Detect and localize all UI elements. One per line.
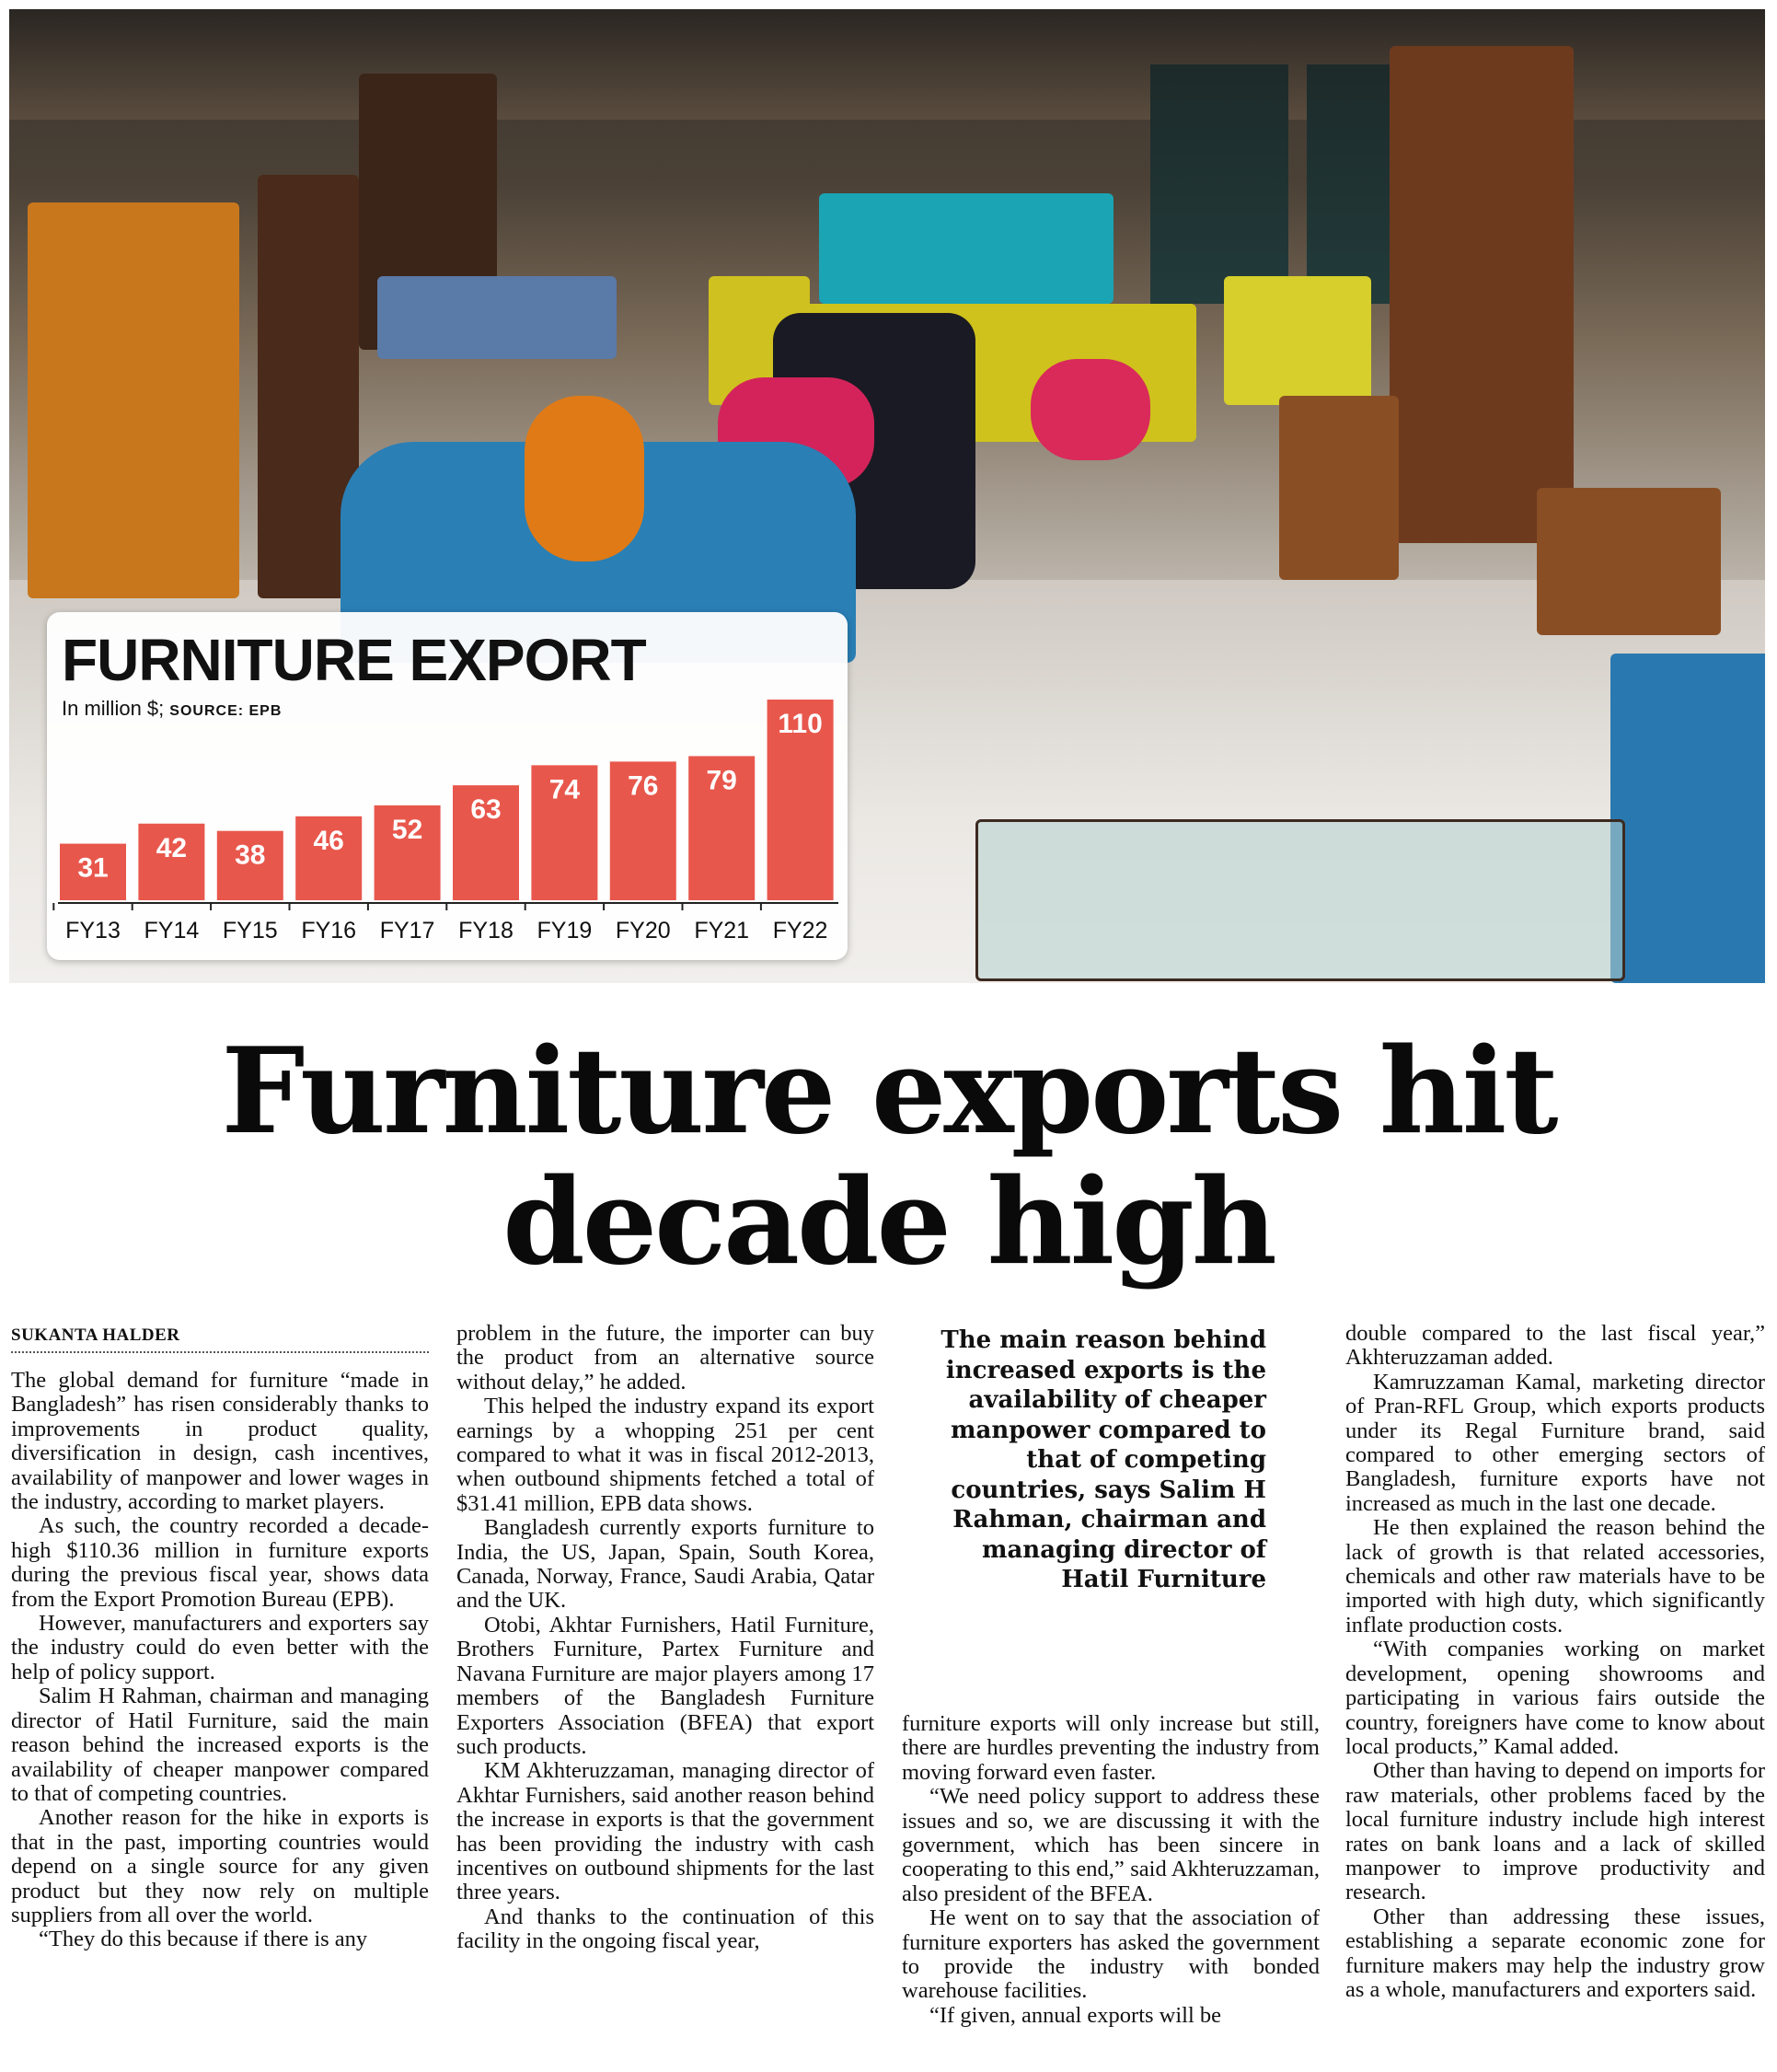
- paragraph: He then explained the reason behind the lack of growth is that related accessories, chemicals and other raw materials have to be imported with high duty, which significantly inflate production costs.: [1345, 1515, 1765, 1638]
- paragraph: “With companies working on market development, opening showrooms and participating in various fairs outside the country, foreigners have come to know about local products,” Kamal added.: [1345, 1637, 1765, 1759]
- bar-value-label: 52: [391, 814, 423, 845]
- x-tick-label: FY22: [772, 918, 828, 943]
- paragraph: The global demand for furniture “made in Bangladesh” has risen considerably thanks to improvements in product quality, diversification in design, cash incentives, availability of manpower and lower wages in the industry, according to market players.: [11, 1368, 429, 1515]
- photo-blue-sofa: [1610, 654, 1765, 983]
- headline-line: decade high: [502, 1153, 1275, 1291]
- bar-value-label: 74: [548, 774, 581, 805]
- photo-glass-table: [975, 819, 1625, 981]
- chart-card: [47, 612, 848, 960]
- x-tick-label: FY19: [537, 918, 593, 943]
- paragraph: However, manufacturers and exporters say the industry could do even better with the help of policy support.: [11, 1611, 429, 1684]
- chart-title: FURNITURE EXPORT: [62, 627, 646, 693]
- pull-quote: The main reason behind increased exports is the availability of cheaper manpower compared to that of competing countries, says Salim H Rahman, chairman and managing director of Hatil Furniture: [940, 1326, 1266, 1593]
- x-tick-label: FY14: [144, 918, 200, 943]
- bar-value-label: 46: [313, 825, 344, 856]
- chart-source: SOURCE: EPB: [169, 703, 283, 719]
- x-tick-label: FY15: [222, 918, 278, 943]
- photo-cabinet-box: [1537, 488, 1721, 635]
- column-3: [902, 1712, 1320, 2028]
- x-tick-label: FY20: [615, 918, 671, 943]
- chart-plot: [47, 612, 848, 960]
- photo-teal-sofa: [819, 193, 1114, 304]
- paragraph: “If given, annual exports will be: [929, 2002, 1222, 2028]
- paragraph: furniture exports will only increase but still, there are hurdles preventing the industry from moving forward even faster.: [902, 1711, 1320, 1785]
- photo-wardrobe: [28, 203, 239, 598]
- paragraph: “We need policy support to address these issues and so, we are discussing it with the government, which has been sincere in cooperating to this end,” said Akhteruzzaman, also president of the BFEA.: [902, 1784, 1320, 1906]
- photo-tall-cabinet: [1390, 46, 1574, 543]
- photo-leaves: [525, 396, 644, 561]
- paragraph: And thanks to the continuation of this facility in the ongoing fiscal year,: [456, 1904, 874, 1954]
- paragraph: Other than having to depend on imports for raw materials, other problems faced by the local furniture industry include high interest rates on bank loans and a lack of skilled manpower to improve productivity and research.: [1345, 1758, 1765, 1905]
- paragraph: Salim H Rahman, chairman and managing director of Hatil Furniture, said the main reason behind the increased exports is the availability of cheaper manpower compared to that of competing countries.: [11, 1684, 429, 1806]
- paragraph: He went on to say that the association of furniture exporters has asked the government to provide the industry with bonded warehouse facilities.: [902, 1905, 1320, 2004]
- paragraph: Otobi, Akhtar Furnishers, Hatil Furniture, Brothers Furniture, Partex Furniture and Navana Furniture are major players among 17 members of the Bangladesh Furniture Exporters Association (BFEA) that export such products.: [456, 1612, 874, 1759]
- x-tick-label: FY21: [694, 918, 750, 943]
- paragraph: As such, the country recorded a decade-high $110.36 million in furniture exports during the previous fiscal year, shows data from the Export Promotion Bureau (EPB).: [11, 1513, 429, 1612]
- bar-value-label: 31: [77, 852, 109, 884]
- chart-unit: In million $;: [62, 697, 165, 720]
- x-tick-label: FY18: [458, 918, 513, 943]
- bar-value-label: 76: [628, 770, 659, 802]
- x-tick-label: FY13: [65, 918, 121, 943]
- paragraph: Other than addressing these issues, establishing a separate economic zone for furniture makers may help the industry grow as a whole, manufacturers and exporters said.: [1345, 1904, 1765, 2002]
- paragraph: Kamruzzaman Kamal, marketing director of Pran-RFL Group, which exports products under its Regal Furniture brand, said compared to other emerging sectors of Bangladesh, furniture exports have not increased as much in the last one decade.: [1345, 1369, 1765, 1516]
- bar-value-label: 79: [706, 765, 737, 796]
- photo-pink-stool: [1031, 359, 1150, 460]
- paragraph: “They do this because if there is any: [39, 1927, 368, 1952]
- headline-line: Furniture exports hit: [221, 1023, 1556, 1161]
- photo-window: [1150, 64, 1288, 304]
- column-2: [456, 1322, 874, 1954]
- paragraph: This helped the industry expand its export earnings by a whopping 251 per cent compared to what it was in fiscal 2012-2013, when outbound shipments fetched a total of $31.41 million, EPB data shows.: [456, 1394, 874, 1516]
- bar-value-label: 63: [470, 794, 502, 826]
- paragraph: Another reason for the hike in exports is that in the past, importing countries would depend on a single source for any given product but they now rely on multiple suppliers from all over the world.: [11, 1805, 429, 1927]
- photo-cabinet-box: [1279, 396, 1399, 580]
- bar-value-label: 38: [235, 839, 266, 871]
- photo-yellow-chair: [1224, 276, 1371, 405]
- x-tick-label: FY17: [379, 918, 435, 943]
- column-4: [1345, 1322, 1765, 2002]
- byline: SUKANTA HALDER: [11, 1325, 429, 1353]
- paragraph: KM Akhteruzzaman, managing director of Akhtar Furnishers, said another reason behind the increase in exports is that the government has been providing the industry with cash incentives on outbound shipments for the last three years.: [456, 1758, 874, 1905]
- column-1: [11, 1369, 429, 1952]
- paragraph: Bangladesh currently exports furniture to India, the US, Japan, Spain, South Korea, Canada, Norway, France, Saudi Arabia, Qatar and the UK.: [456, 1515, 874, 1614]
- paragraph: problem in the future, the importer can buy the product from an alternative source without delay,” he added.: [456, 1321, 874, 1395]
- bar-value-label: 42: [156, 832, 188, 863]
- photo-bed: [377, 276, 617, 359]
- x-tick-label: FY16: [301, 918, 357, 943]
- paragraph: double compared to the last fiscal year,” Akhteruzzaman added.: [1345, 1321, 1765, 1371]
- bar-value-label: 110: [778, 709, 823, 739]
- headline: [0, 1023, 1777, 1291]
